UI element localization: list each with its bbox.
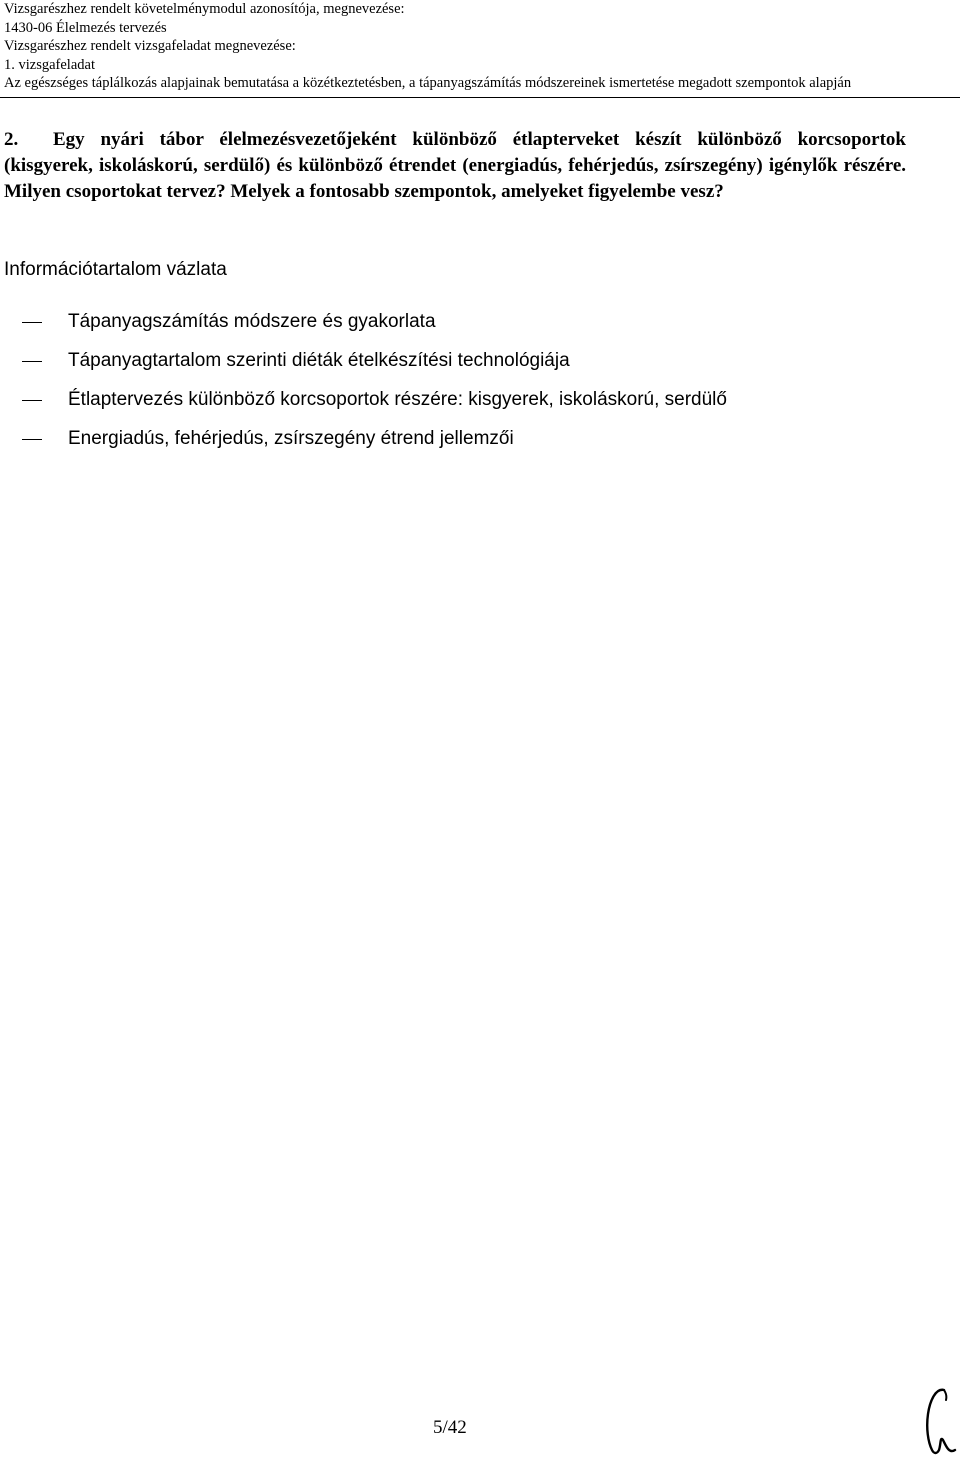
module-name: 1430-06 Élelmezés tervezés <box>4 19 167 36</box>
dash-bullet-icon <box>22 361 42 362</box>
list-item-text: Energiadús, fehérjedús, zsírszegény étrend jellemzői <box>68 428 514 449</box>
question-text: Egy nyári tábor élelmezésvezetőjeként különböző étlapterveket készít különböző korcsoportok (kisgyerek, iskoláskorú, serdülő) és különböző étrendet (energiadús, fehérjedús, zsírszegény) igénylők részére. Milyen csoportokat tervez? Melyek a fontosabb szempontok, amelyeket figyelembe vesz? <box>4 129 906 202</box>
task-number: 1. vizsgafeladat <box>4 56 95 73</box>
question-number: 2. <box>4 129 19 150</box>
list-item-text: Tápanyagszámítás módszere és gyakorlata <box>68 311 436 332</box>
dash-bullet-icon <box>22 439 42 440</box>
dash-bullet-icon <box>22 400 42 401</box>
page-number: 5/42 <box>433 1417 467 1438</box>
module-label: Vizsgarészhez rendelt követelménymodul azonosítója, megnevezése: <box>4 1 405 17</box>
list-item-text: Étlaptervezés különböző korcsoportok részére: kisgyerek, iskoláskorú, serdülő <box>68 389 727 410</box>
task-description: Az egészséges táplálkozás alapjainak bemutatása a közétkeztetésben, a tápanyagszámítás módszereinek ismertetése megadott szempontok alapján <box>4 75 852 91</box>
exam-question <box>4 127 906 205</box>
outline-title: Információtartalom vázlata <box>4 259 227 280</box>
dash-bullet-icon <box>22 322 42 323</box>
list-item-text: Tápanyagtartalom szerinti diéták ételkészítési technológiája <box>68 350 570 371</box>
header-divider <box>0 97 960 98</box>
document-header <box>4 0 954 93</box>
handwritten-signature-icon <box>918 1384 958 1460</box>
task-label: Vizsgarészhez rendelt vizsgafeladat megnevezése: <box>4 38 296 54</box>
